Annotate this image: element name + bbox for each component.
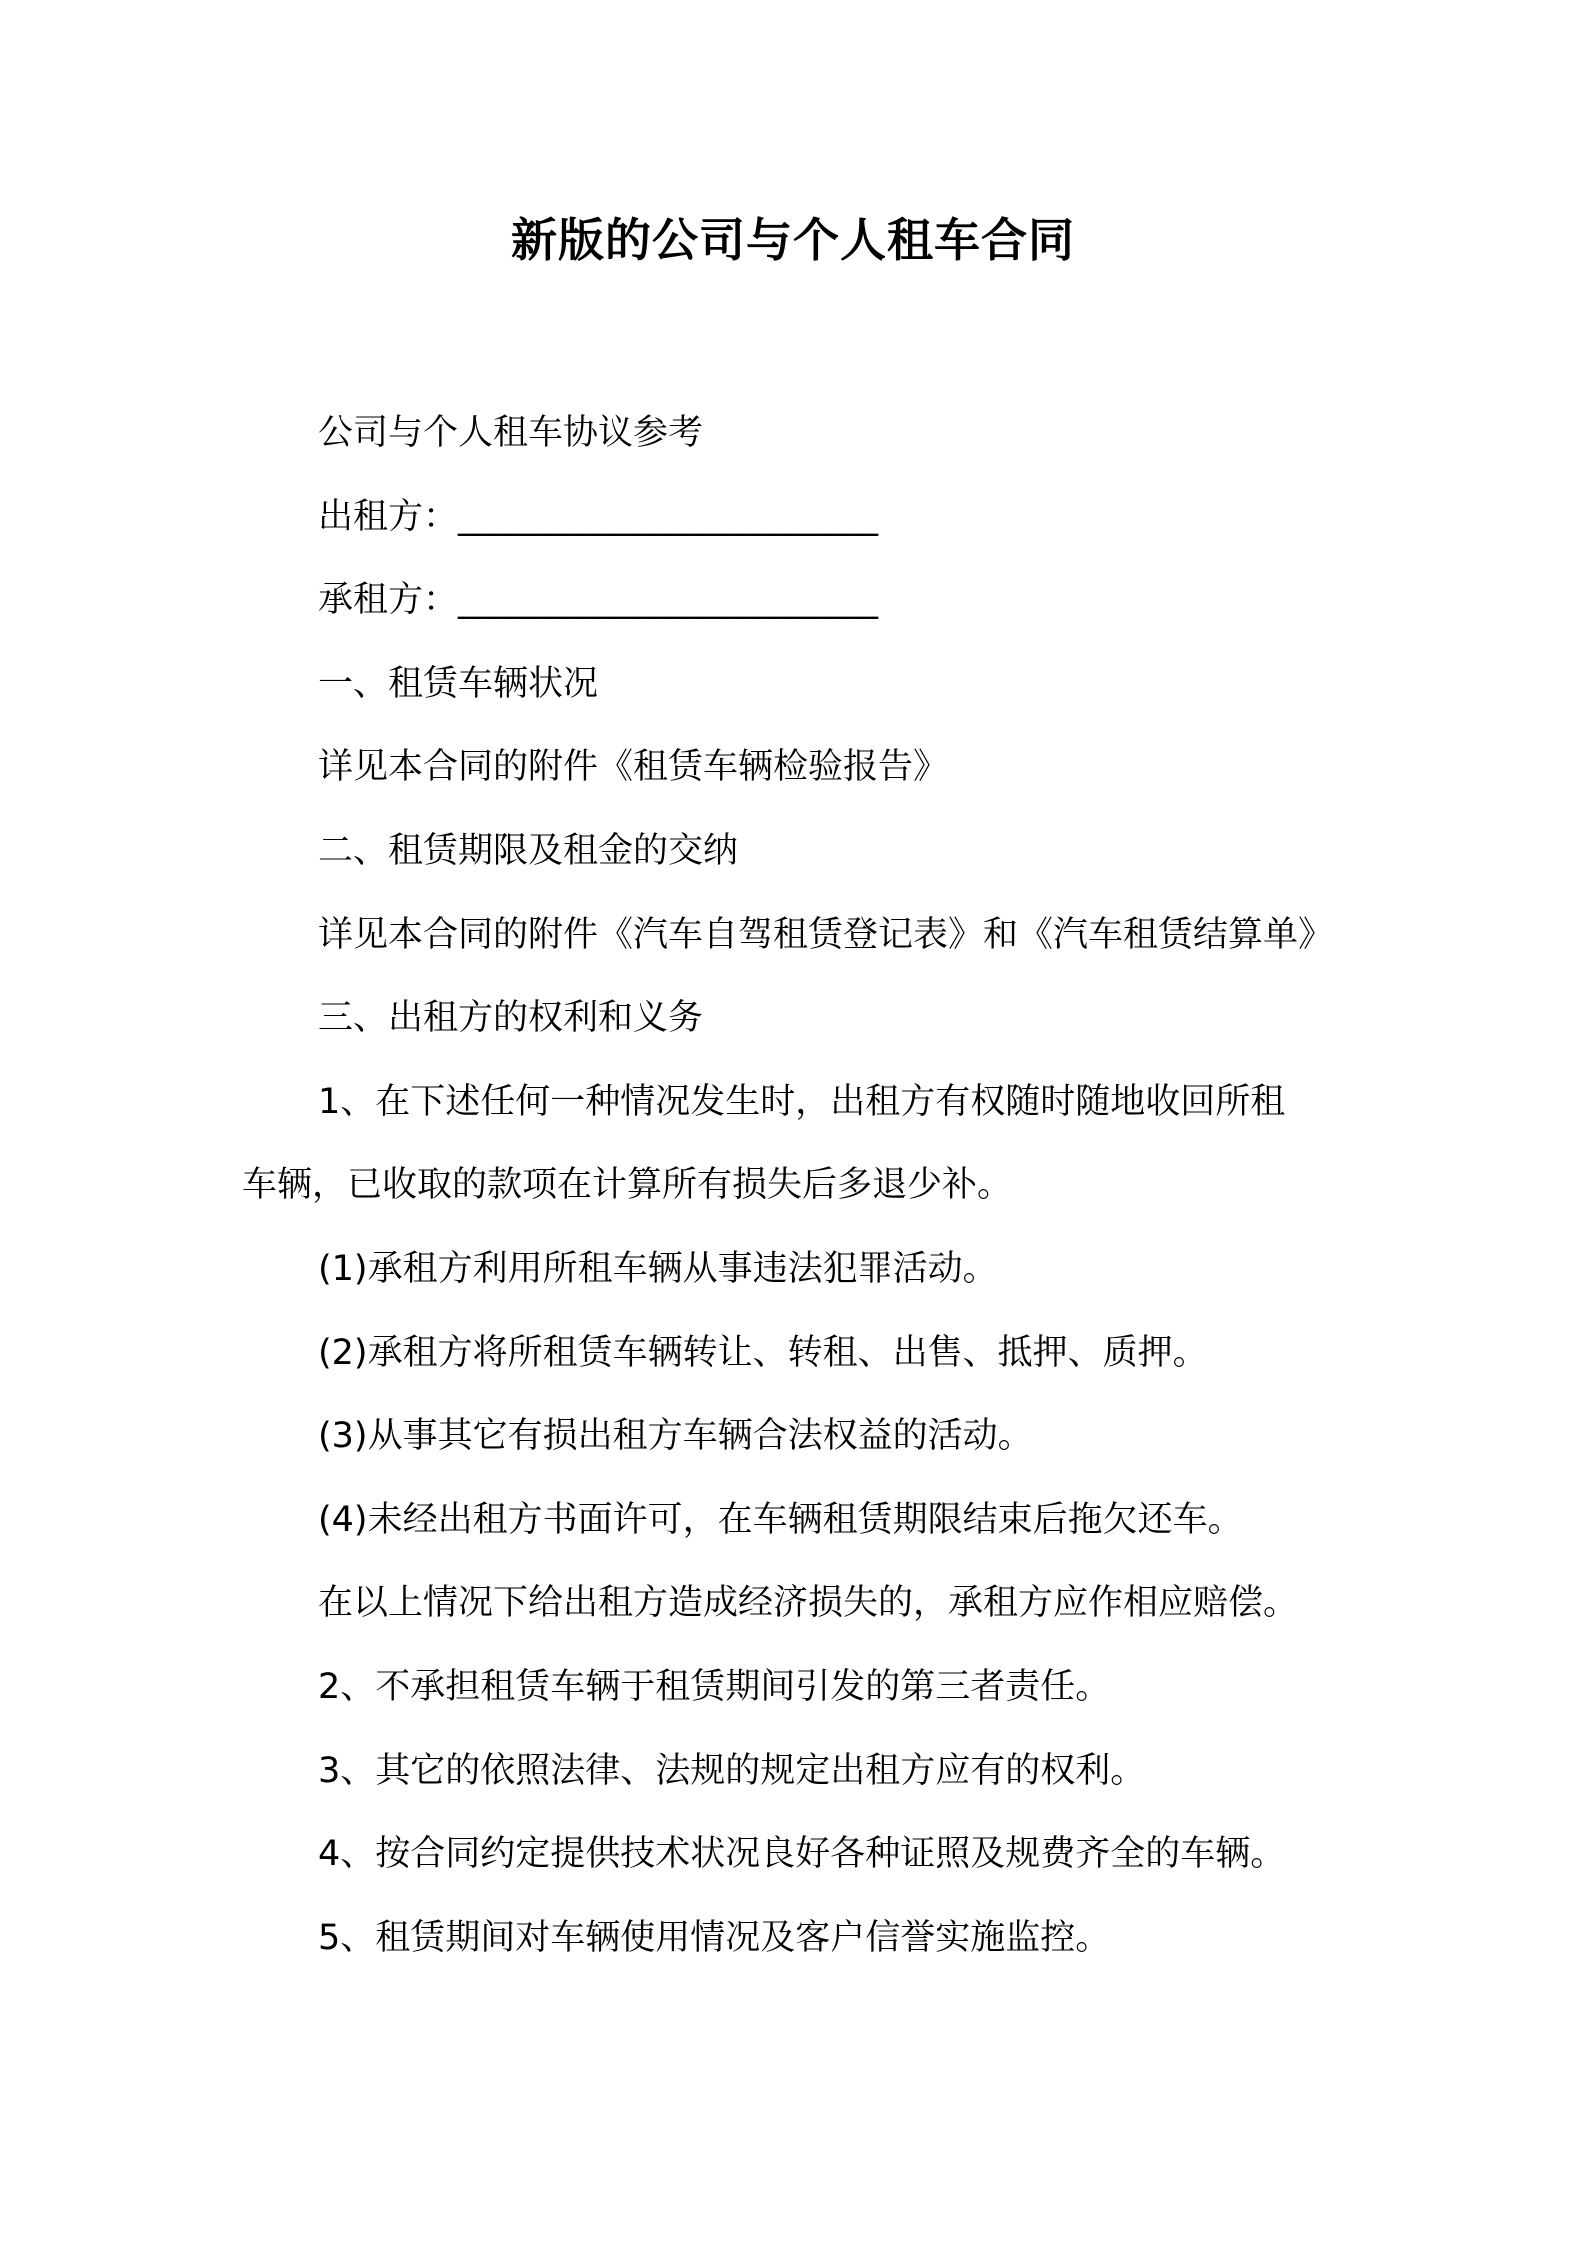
document-title: 新版的公司与个人租车合同	[511, 213, 1075, 267]
list-item-line: (1)承租方利用所租车辆从事违法犯罪活动。	[318, 1249, 998, 1289]
paragraph-line: 详见本合同的附件《租赁车辆检验报告》	[318, 747, 949, 787]
paragraph-line: 4、按合同约定提供技术状况良好各种证照及规费齐全的车辆。	[318, 1834, 1286, 1874]
list-item-line: (3)从事其它有损出租方车辆合法权益的活动。	[318, 1416, 1033, 1456]
list-item-line: (4)未经出租方书面许可，在车辆租赁期限结束后拖欠还车。	[318, 1500, 1243, 1540]
paragraph-line: 在以上情况下给出租方造成经济损失的，承租方应作相应赔偿。	[318, 1583, 1299, 1623]
paragraph-line: 3、其它的依照法律、法规的规定出租方应有的权利。	[318, 1751, 1146, 1791]
paragraph-line: 2、不承担租赁车辆于租赁期间引发的第三者责任。	[318, 1667, 1111, 1707]
subtitle-line: 公司与个人租车协议参考	[318, 413, 704, 453]
paragraph-line: 详见本合同的附件《汽车自驾租赁登记表》和《汽车租赁结算单》	[318, 915, 1334, 955]
section-heading-1: 一、租赁车辆状况	[318, 664, 599, 704]
section-heading-2: 二、租赁期限及租金的交纳	[318, 831, 739, 871]
paragraph-line: 1、在下述任何一种情况发生时，出租方有权随时随地收回所租	[318, 1082, 1286, 1122]
list-item-line: (2)承租方将所租赁车辆转让、转租、出售、抵押、质押。	[318, 1333, 1208, 1373]
section-heading-3: 三、出租方的权利和义务	[318, 998, 704, 1038]
lessor-field-line: 出租方：________________________	[318, 497, 879, 537]
paragraph-line: 5、租赁期间对车辆使用情况及客户信誉实施监控。	[318, 1918, 1111, 1958]
paragraph-continuation-line: 车辆，已收取的款项在计算所有损失后多退少补。	[242, 1165, 1013, 1205]
lessee-field-line: 承租方：________________________	[318, 580, 879, 620]
